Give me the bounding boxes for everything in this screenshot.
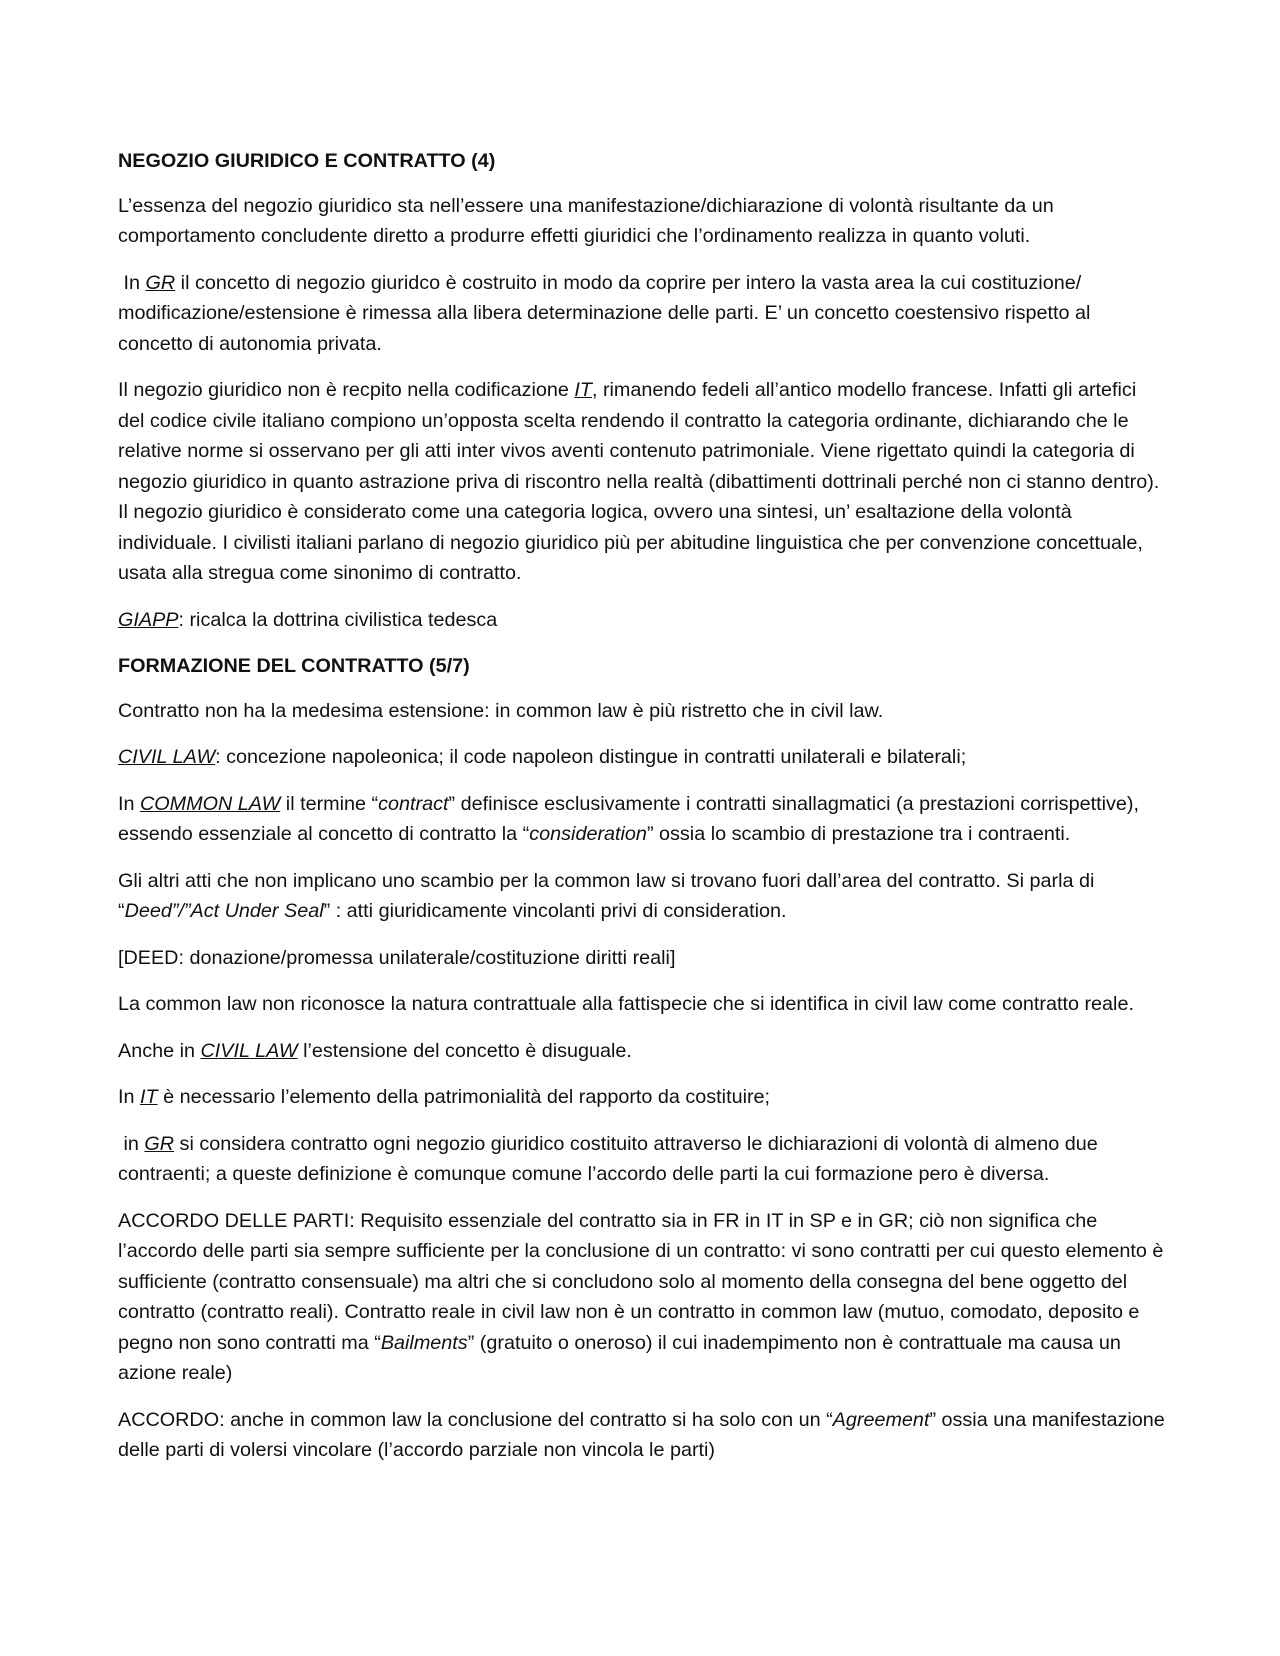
section-heading-formazione: FORMAZIONE DEL CONTRATTO (5/7) bbox=[118, 655, 470, 677]
term-gr: GR bbox=[145, 271, 176, 294]
paragraph-giapp: GIAPP: ricalca la dottrina civilistica tedesca bbox=[118, 608, 498, 631]
term-contract: contract bbox=[378, 792, 449, 815]
term-agreement: Agreement bbox=[832, 1408, 930, 1431]
paragraph-accordo-parti: ACCORDO DELLE PARTI: Requisito essenziale del contratto sia in FR in IT in SP e in GR; ciò non significa che l’accordo delle parti sia sempre sufficiente per la conclusione di un contratto: vi sono contratti per cui questo elemento è sufficiente (contratto consensuale) ma altri che si concludono solo al momento della consegna del bene oggetto del contratto (contratto reali). Contratto reale in civil law non è un contratto in common law (mutuo, comodato, deposito e pegno non sono contratti ma “Bailments” (gratuito o oneroso) il cui inadempimento non è contrattuale ma causa un azione reale) bbox=[118, 1209, 1164, 1384]
paragraph-civil-law: CIVIL LAW: concezione napoleonica; il code napoleon distingue in contratti unilaterali e bilaterali; bbox=[118, 746, 967, 768]
term-giapp: GIAPP bbox=[118, 608, 179, 631]
term-consideration: consideration bbox=[529, 823, 647, 845]
paragraph-natura-contrattuale: La common law non riconosce la natura contrattuale alla fattispecie che si identifica in civil law come contratto reale. bbox=[118, 993, 1134, 1015]
section-heading-negozio: NEGOZIO GIURIDICO E CONTRATTO (4) bbox=[118, 150, 496, 172]
document-page bbox=[118, 146, 1168, 1482]
paragraph-it-codificazione: Il negozio giuridico non è recpito nella codificazione IT, rimanendo fedeli all’antico modello francese. Infatti gli artefici del codice civile italiano compiono un’opposta scelta rendendo il contratto la categoria ordinante, dichiarando che le relative norme si osservano per gli atti inter vivos aventi contenuto patrimoniale. Viene rigettato quindi la categoria di negozio giuridico in quanto astrazione priva di riscontro nella realtà (dibattimenti dottrinali perché non ci stanno dentro). Il negozio giuridico è considerato come una categoria logica, ovvero una sintesi, un’ esaltazione della volontà individuale. I civilisti italiani parlano di negozio giuridico più per abitudine linguistica che per convenzione concettuale, usata alla stregua come sinonimo di contratto. bbox=[118, 379, 1160, 584]
term-common-law: COMMON LAW bbox=[140, 792, 281, 815]
paragraph-gr-concetto: In GR il concetto di negozio giuridco è costruito in modo da coprire per intero la vasta area la cui costituzione/ modificazione/estensione è rimessa alla libera determinazione delle parti. E’ un concetto coestensivo rispetto al concetto di autonomia privata. bbox=[118, 271, 1091, 355]
paragraph-gr-contratto: in GR si considera contratto ogni negozio giuridico costituito attraverso le dichiarazioni di volontà di almeno due contraenti; a queste definizione è comunque comune l’accordo delle parti la cui formazione pero è diversa. bbox=[118, 1132, 1098, 1185]
term-it: IT bbox=[574, 379, 592, 401]
paragraph-common-law: In COMMON LAW il termine “contract” definisce esclusivamente i contratti sinallagmatici (a prestazioni corrispettive), essendo essenziale al concetto di contratto la “consideration” ossia lo scambio di prestazione tra i contraenti. bbox=[118, 792, 1139, 845]
paragraph-essenza: L’essenza del negozio giuridico sta nell’essere una manifestazione/dichiarazione di volontà risultante da un comportamento concludente diretto a produrre effetti giuridici che l’ordinamento realizza in quanto voluti. bbox=[118, 194, 1054, 247]
paragraph-deed-note: [DEED: donazione/promessa unilaterale/costituzione diritti reali] bbox=[118, 946, 676, 969]
term-civil-law: CIVIL LAW bbox=[118, 746, 216, 768]
term-deed: Deed”/”Act Under Seal bbox=[124, 900, 324, 922]
term-gr-2: GR bbox=[144, 1132, 175, 1155]
paragraph-deed: Gli altri atti che non implicano uno scambio per la common law si trovano fuori dall’area del contratto. Si parla di “Deed”/”Act Under Seal” : atti giuridicamente vincolanti privi di consideration. bbox=[118, 869, 1095, 922]
paragraph-anche-civil-law: Anche in CIVIL LAW l’estensione del concetto è disuguale. bbox=[118, 1039, 632, 1062]
paragraph-accordo: ACCORDO: anche in common law la conclusione del contratto si ha solo con un “Agreement” ossia una manifestazione delle parti di volersi vincolare (l’accordo parziale non vincola le parti) bbox=[118, 1408, 1165, 1461]
paragraph-it-patrimonialita: In IT è necessario l’elemento della patrimonialità del rapporto da costituire; bbox=[118, 1086, 771, 1108]
term-civil-law-2: CIVIL LAW bbox=[200, 1039, 298, 1062]
term-it-2: IT bbox=[140, 1086, 158, 1108]
paragraph-estensione: Contratto non ha la medesima estensione: in common law è più ristretto che in civil law. bbox=[118, 699, 884, 722]
term-bailments: Bailments bbox=[380, 1331, 468, 1354]
